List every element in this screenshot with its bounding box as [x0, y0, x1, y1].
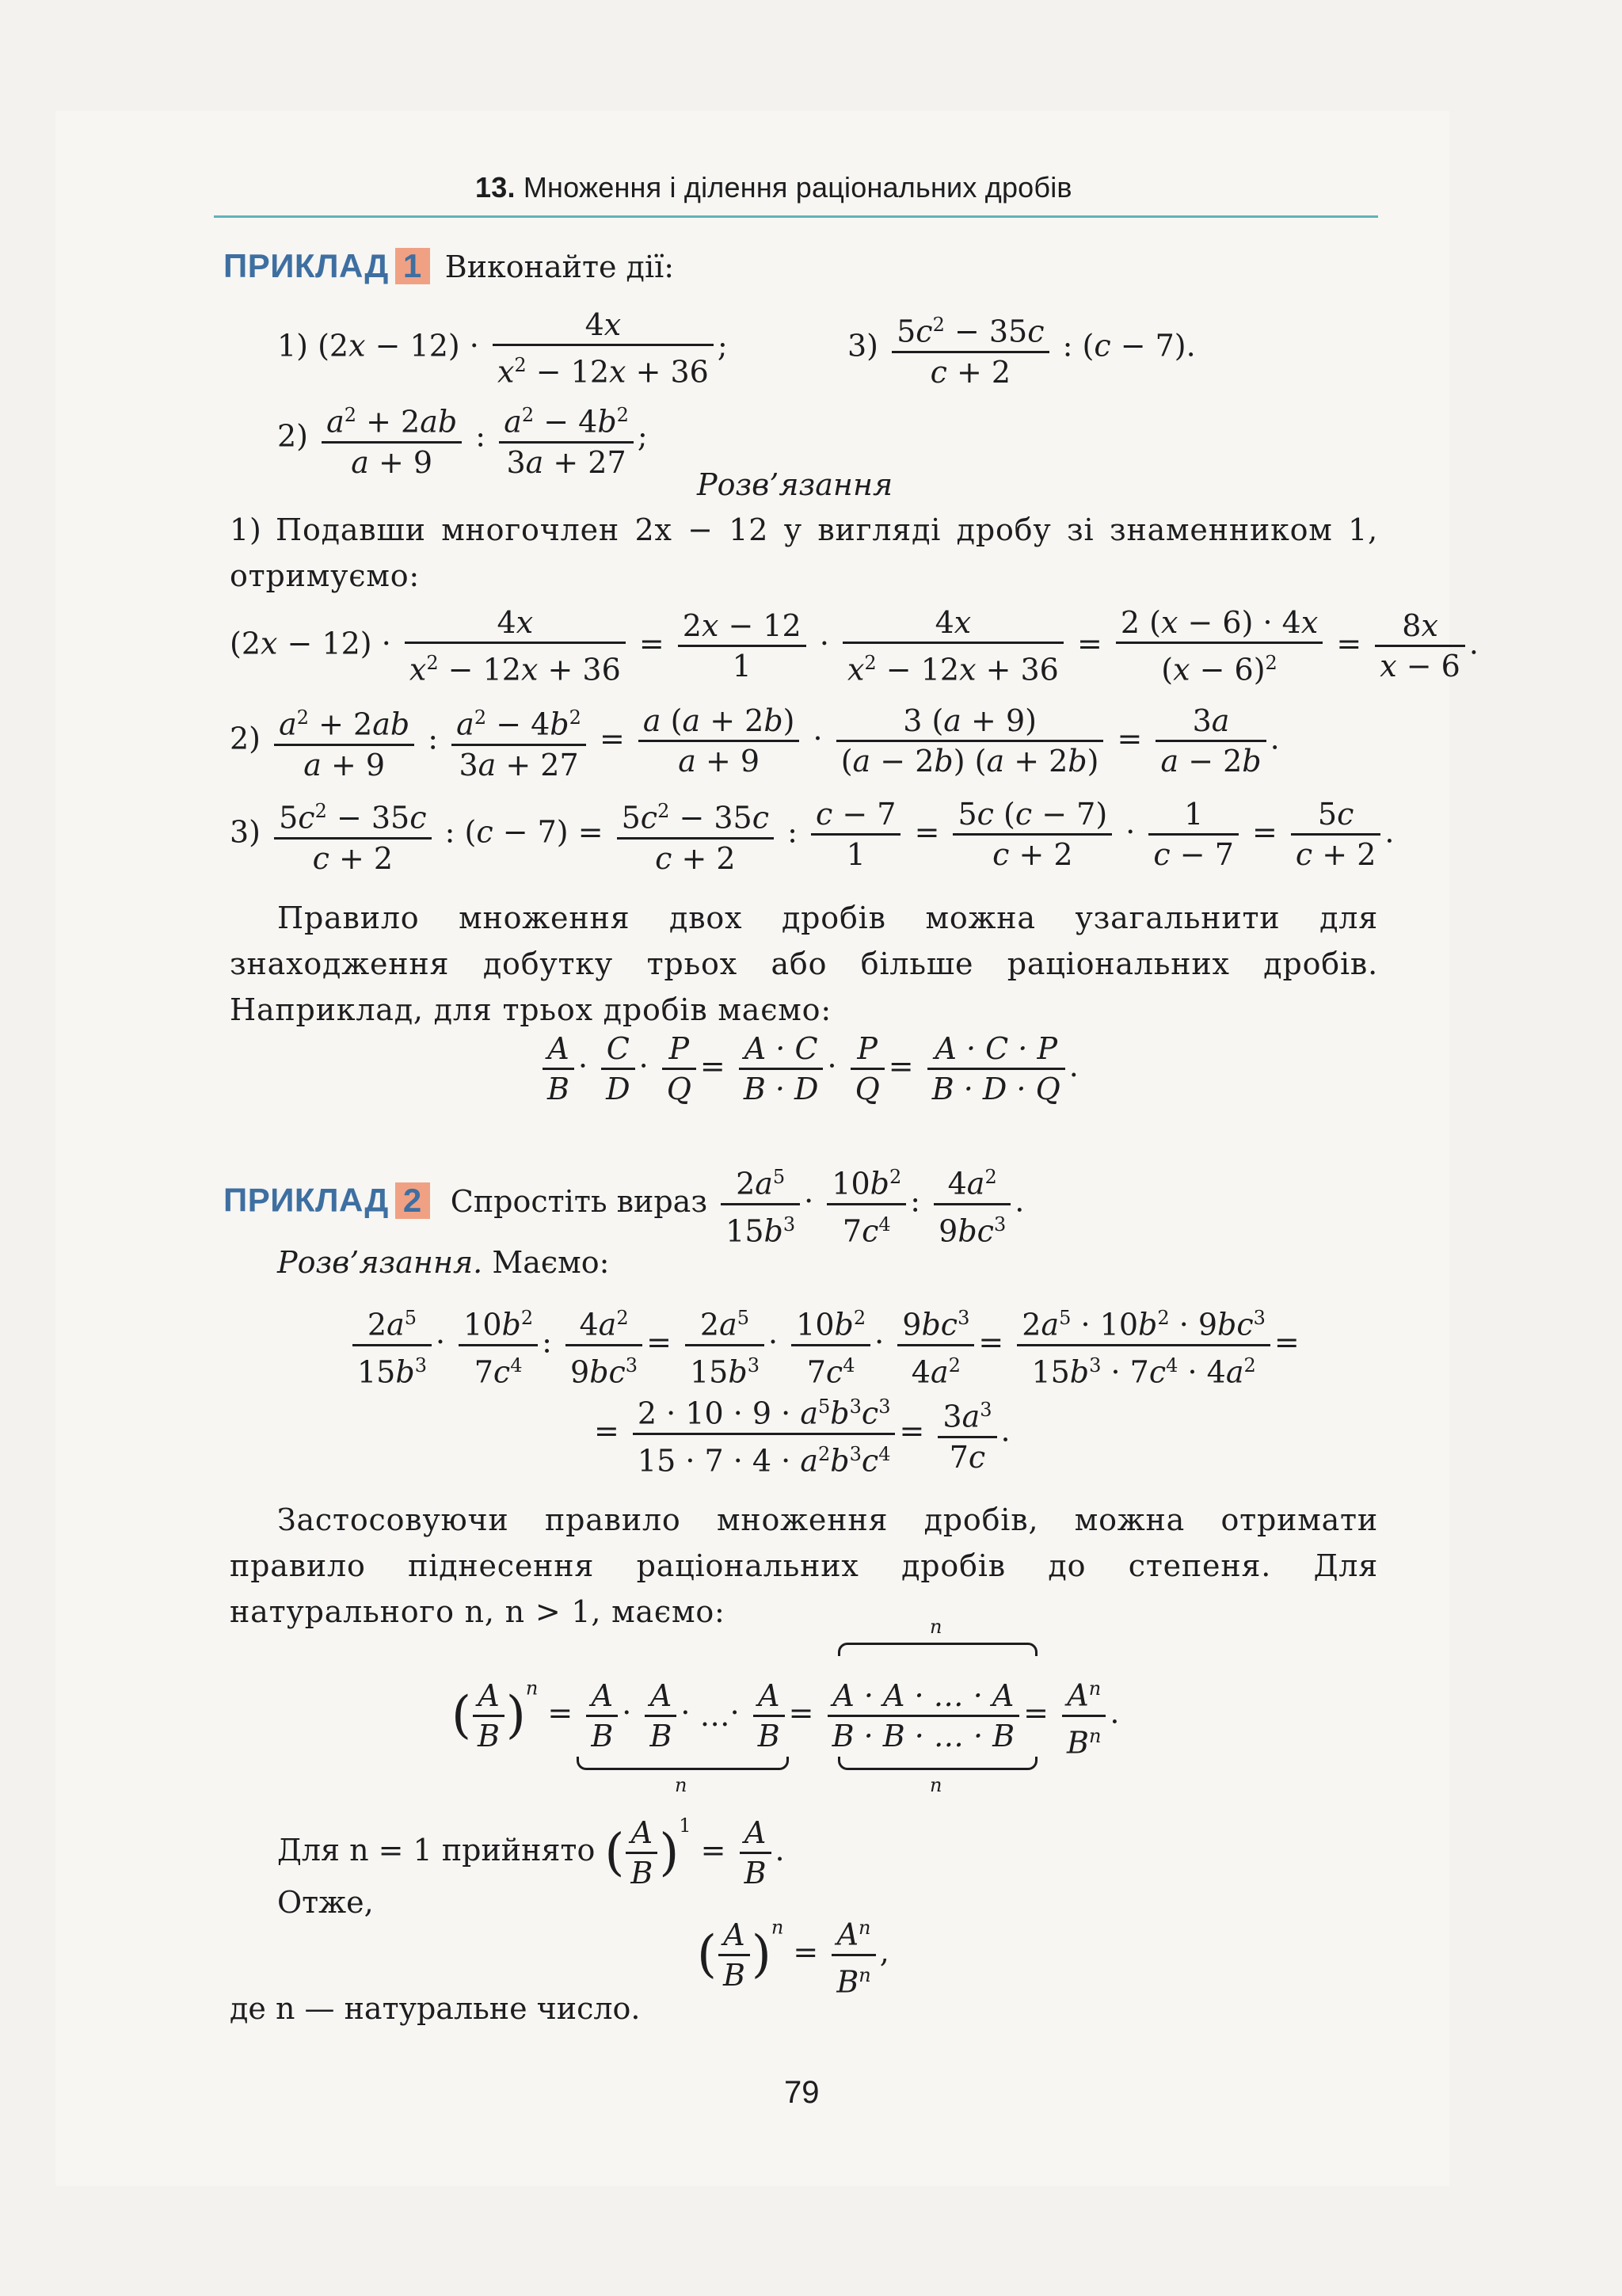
step-1-text: 1) Подавши многочлен 2x − 12 у вигляді дробу зі знаменником 1, отримуємо:	[230, 512, 1378, 593]
three-fractions-equation: $\frac{A}{B}$ · $\frac{C}{D}$ · $\frac{P}{Q}$ = $\frac{A \cdot C}{B \cdot D}$ · $\frac{P}{Q}$ = $\frac{A \cdot C \cdot P}{B \cdot D \cdot Q}$ .	[539, 1030, 1079, 1108]
example-task: Спростіть вираз	[450, 1183, 708, 1219]
example-task: Виконайте дії:	[444, 249, 675, 284]
example-2-solution-line-1: $\frac{2a^5}{15b^3}$ · $\frac{10b^2}{7c^4}$ : $\frac{4a^2}{9bc^3}$ = $\frac{2a^5}{15b^3}$ · $\frac{10b^2}{7c^4}$ · $\frac{9bc^3}{4a^2}$ = $\frac{2a^5 \cdot 10b^2 \cdot 9bc^3}{15b^3 \cdot 7c^4 \cdot 4a^2}$ =	[348, 1299, 1300, 1391]
example-number: 2	[395, 1182, 430, 1219]
final-formula: ( $\frac{A}{B}$ )$^n$ = $\frac{A^n}{B^n}$ ,	[697, 1909, 889, 2001]
example-label: ПРИКЛАД	[223, 1181, 389, 1219]
fraction: $\frac{a^2 - 4b^2}{3a + 27}$	[499, 396, 634, 482]
closing-line: де n — натуральне число.	[230, 1991, 641, 2026]
underbrace	[838, 1757, 1038, 1770]
chapter-number: 13.	[475, 171, 516, 204]
power-paragraph: Застосовуючи правило множення дробів, можна отримати правило піднесення раціональних дробів до степеня. Для натурального n, n > 1, маємо:	[230, 1502, 1378, 1629]
fraction: $\frac{5c^2 - 35c}{c + 2}$	[892, 306, 1049, 391]
example-number: 1	[395, 248, 430, 284]
example-1-item-3: 3) $\frac{5c^2 - 35c}{c + 2}$ : (c − 7).	[847, 306, 1196, 391]
chapter-header	[214, 165, 1378, 218]
example-1-item-2: 2) $\frac{a^2 + 2ab}{a + 9}$ : $\frac{a^2 - 4b^2}{3a + 27}$ ;	[277, 396, 648, 482]
n-equals-one-line: Для n = 1 прийнято ( $\frac{A}{B}$ )$^1$ = $\frac{A}{B}$ .	[277, 1814, 785, 1890]
rule-paragraph: Правило множення двох дробів можна узагальнити для знаходження добутку трьох або більше раціональних дробів. Наприклад, для трьох дробів маємо:	[230, 901, 1378, 1027]
example-2-solution-lead: Розв’язання. Маємо:	[277, 1245, 610, 1280]
example-2-heading: ПРИКЛАД 2 Спростіть вираз $\frac{2a^5}{15b^3}$ · $\frac{10b^2}{7c^4}$ : $\frac{4a^2}{9bc^3}$ .	[223, 1158, 1024, 1250]
fraction: $\frac{a^2 + 2ab}{a + 9}$	[322, 396, 462, 482]
step-3-equation: 3) $\frac{5c^2 - 35c}{c + 2}$ : (c − 7) = $\frac{5c^2 - 35c}{c + 2}$ : $\frac{c - 7}{1}$ = $\frac{5c (c - 7)}{c + 2}$ · $\frac{1}{c - 7}$ = $\frac{5c}{c + 2}$ .	[230, 792, 1394, 878]
solution-heading: Розв’язання	[697, 467, 893, 502]
therefore-word: Отже,	[277, 1885, 374, 1920]
step-1-equation: (2x − 12) · $\frac{4x}{x^2 - 12x + 36}$ = $\frac{2x - 12}{1}$ · $\frac{4x}{x^2 - 12x + 36}$ = $\frac{2 (x - 6) \cdot 4x}{(x - 6)^2}$ = $\frac{8x}{x - 6}$ .	[230, 605, 1479, 687]
example-1-item-1: 1) (2x − 12) · $\frac{4x}{x^2 - 12x + 36}$ ;	[277, 307, 728, 390]
overbrace	[838, 1643, 1038, 1656]
example-2-solution-line-2: = $\frac{2 \cdot 10 \cdot 9 \cdot a^5b^3c^3}{15 \cdot 7 \cdot 4 \cdot a^2b^3c^4}$ = $\frac{3a^3}{7c}$ .	[594, 1388, 1011, 1479]
example-1-heading	[223, 247, 674, 285]
power-equation: ( $\frac{A}{B}$ )$^n$ = $\frac{A}{B}$ · $\frac{A}{B}$ · …· $\frac{A}{B}$ = $\frac{A \cdot A \cdot \dots \cdot A}{B \cdot B \cdot \dots \cdot B}$ = $\frac{A^n}{B^n}$ . n n n	[451, 1616, 1120, 1796]
step-2-equation: 2) $\frac{a^2 + 2ab}{a + 9}$ : $\frac{a^2 - 4b^2}{3a + 27}$ = $\frac{a (a + 2b)}{a + 9}$ · $\frac{3 (a + 9)}{(a - 2b) (a + 2b)}$ = $\frac{3a}{a - 2b}$ .	[230, 699, 1280, 784]
chapter-title: Множення і ділення раціональних дробів	[523, 171, 1072, 204]
fraction: $\frac{4x}{x^2 - 12x + 36}$	[493, 306, 714, 391]
page-number: 79	[784, 2075, 820, 2110]
example-label: ПРИКЛАД	[223, 247, 389, 284]
underbrace	[577, 1757, 789, 1770]
